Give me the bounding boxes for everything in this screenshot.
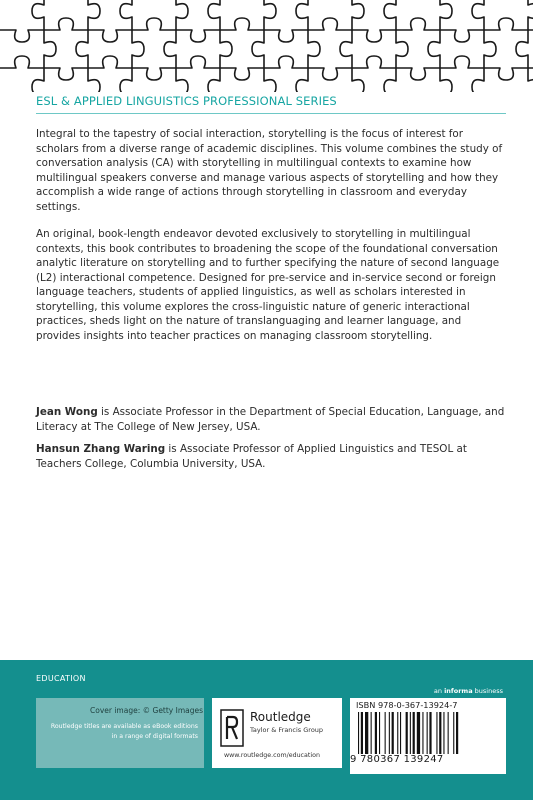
isbn-label: ISBN 978-0-367-13924-7 [356,700,458,710]
barcode-digits: 9 780367 139247 [350,754,444,765]
author-name-2: Hansun Zhang Waring [36,443,166,455]
puzzle-pattern [0,0,533,92]
publisher-url: www.routledge.com/education [224,752,320,759]
author-bio-text-1: is Associate Professor in the Department of Special Education, Language, and Literacy at The College of New Jersey, USA. [36,406,505,433]
series-divider [36,113,506,114]
author-bio-text-2: is Associate Professor of Applied Linguistics and TESOL at Teachers College, Columbia University, USA. [36,443,467,470]
author-bio-1 [36,405,506,434]
back-cover-footer [0,660,533,800]
routledge-logo-icon [220,708,244,748]
series-title: ESL & APPLIED LINGUISTICS PROFESSIONAL SERIES [36,94,337,108]
publisher-box [212,698,342,768]
barcode-icon [356,712,500,760]
publisher-group: Taylor & Francis Group [250,726,324,734]
cover-credit-box [36,698,204,768]
cover-credit: Cover image: © Getty Images [90,706,204,715]
author-name-1: Jean Wong [36,406,98,418]
barcode-box [350,698,506,774]
informa-business-label: an informa business [433,687,503,695]
description-paragraph-2: An original, book-length endeavor devoted exclusively to storytelling in multilingual contexts, this book contributes to broadening the scope of the foundational conversation analytic literature on storytelling and to further specifying the nature of second language (L2) interactional competence. Designed for pre-service and in-service second or foreign language teachers, students of applied linguistics, as well as scholars interested in storytelling, this volume explores the cross-linguistic nature of generic interactional practices, sheds light on the nature of translanguaging and learner language, and provides insights into teacher practices on managing classroom storytelling. [36,228,500,342]
publisher-name: Routledge [250,710,311,724]
puzzle-piece-outlines [0,0,533,92]
category-label: EDUCATION [36,674,86,683]
author-bio-2 [36,442,506,471]
ebook-note: Routledge titles are available as eBook editions in a range of digital formats [50,723,198,740]
description-paragraph-1: Integral to the tapestry of social interaction, storytelling is the focus of interest for scholars from a diverse range of academic disciplines. This volume combines the study of conversation analysis (CA) with storytelling in multilingual contexts to examine how multilingual speakers converse and manage various aspects of storytelling and how they accomplish a wide range of actions through storytelling in classroom and everyday settings. [36,128,503,213]
